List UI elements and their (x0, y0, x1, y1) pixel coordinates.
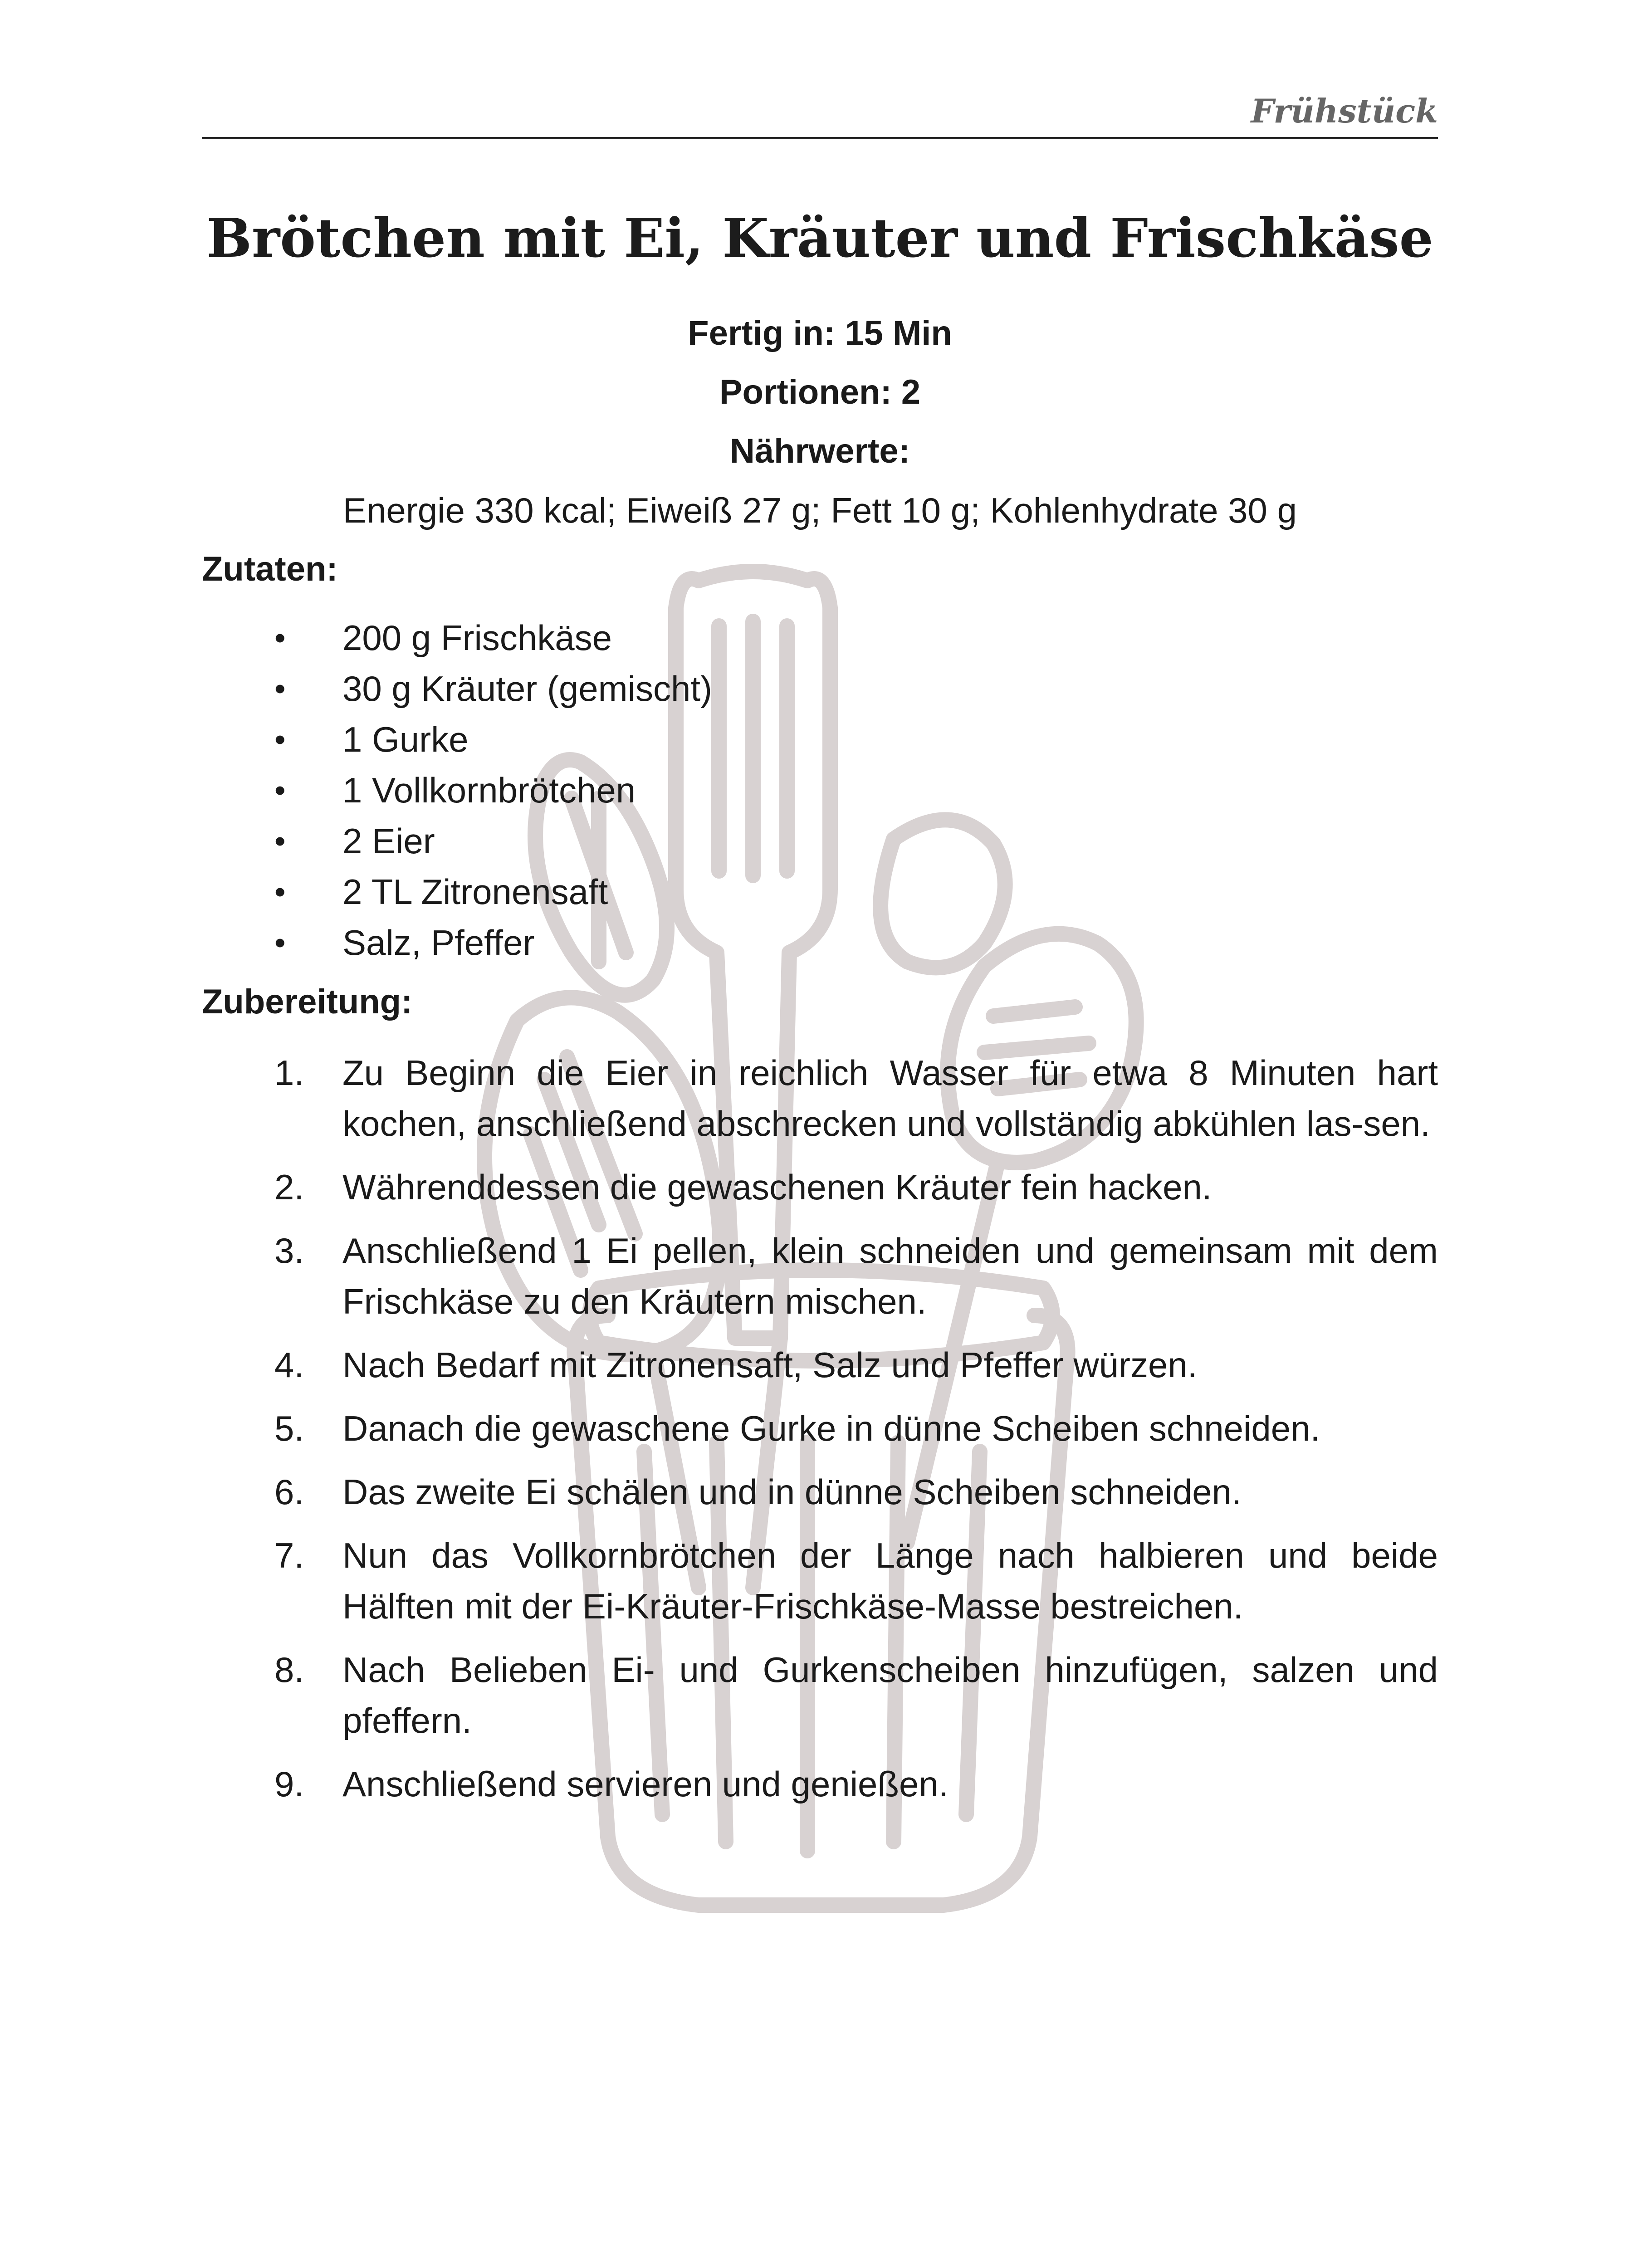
preparation-heading: Zubereitung: (202, 982, 413, 1021)
step-item: 5. Danach die gewaschene Gurke in dünne Scheiben schneiden. (202, 1403, 1438, 1454)
nutrition-values: Energie 330 kcal; Eiweiß 27 g; Fett 10 g; Kohlenhydrate 30 g (343, 490, 1297, 530)
step-item: 6. Das zweite Ei schälen und in dünne Scheiben schneiden. (202, 1466, 1438, 1517)
ingredients-list (202, 612, 1438, 968)
ingredient-item: • 30 g Kräuter (gemischt) (202, 663, 1438, 714)
step-item: 8. Nach Belieben Ei- und Gurkenscheiben hinzufügen, salzen und pfeffern. (202, 1644, 1438, 1746)
recipe-title: Brötchen mit Ei, Kräuter und Frischkäse (206, 206, 1433, 269)
step-item: 9. Anschließend servieren und genießen. (202, 1759, 1438, 1809)
bullet-icon: • (274, 620, 286, 655)
step-item: 1. Zu Beginn die Eier in reichlich Wasser für etwa 8 Minuten hart kochen, anschließend abschrecken und vollständig abkühlen las-sen. (202, 1047, 1438, 1149)
step-item: 2. Währenddessen die gewaschenen Kräuter fein hacken. (202, 1162, 1438, 1212)
step-item: 7. Nun das Vollkornbrötchen der Länge nach halbieren und beide Hälften mit der Ei-Kräuter-Frischkäse-Masse bestreichen. (202, 1530, 1438, 1632)
step-number: 9. (274, 1764, 304, 1804)
step-number: 4. (274, 1345, 304, 1385)
ingredients-heading: Zutaten: (202, 550, 338, 588)
step-number: 6. (274, 1472, 304, 1512)
step-number: 5. (274, 1408, 304, 1448)
nutrition-label: Nährwerte: (730, 432, 910, 470)
step-number: 7. (274, 1535, 304, 1575)
step-item: 4. Nach Bedarf mit Zitronensaft, Salz und Pfeffer würzen. (202, 1339, 1438, 1390)
ingredient-item: • 2 TL Zitronensaft (202, 866, 1438, 917)
ingredient-item: • 2 Eier (202, 816, 1438, 866)
recipe-content (202, 191, 1438, 1822)
bullet-icon: • (274, 874, 286, 909)
step-number: 1. (274, 1053, 304, 1093)
bullet-icon: • (274, 722, 286, 757)
running-header: Frühstück (1251, 92, 1438, 130)
bullet-icon: • (274, 925, 286, 960)
bullet-icon: • (274, 823, 286, 859)
prep-time: Fertig in: 15 Min (688, 314, 952, 352)
ingredient-item: • Salz, Pfeffer (202, 917, 1438, 968)
step-item: 3. Anschließend 1 Ei pellen, klein schneiden und gemeinsam mit dem Frischkäse zu den Kräutern mischen. (202, 1225, 1438, 1327)
step-number: 8. (274, 1650, 304, 1690)
preparation-steps (202, 1047, 1438, 1809)
step-number: 3. (274, 1231, 304, 1271)
portions: Portionen: 2 (719, 373, 921, 411)
bullet-icon: • (274, 772, 286, 808)
step-number: 2. (274, 1167, 304, 1207)
ingredient-item: • 1 Gurke (202, 714, 1438, 765)
ingredient-item: • 1 Vollkornbrötchen (202, 765, 1438, 816)
ingredient-item: • 200 g Frischkäse (202, 612, 1438, 663)
header-rule (202, 137, 1438, 139)
bullet-icon: • (274, 671, 286, 706)
